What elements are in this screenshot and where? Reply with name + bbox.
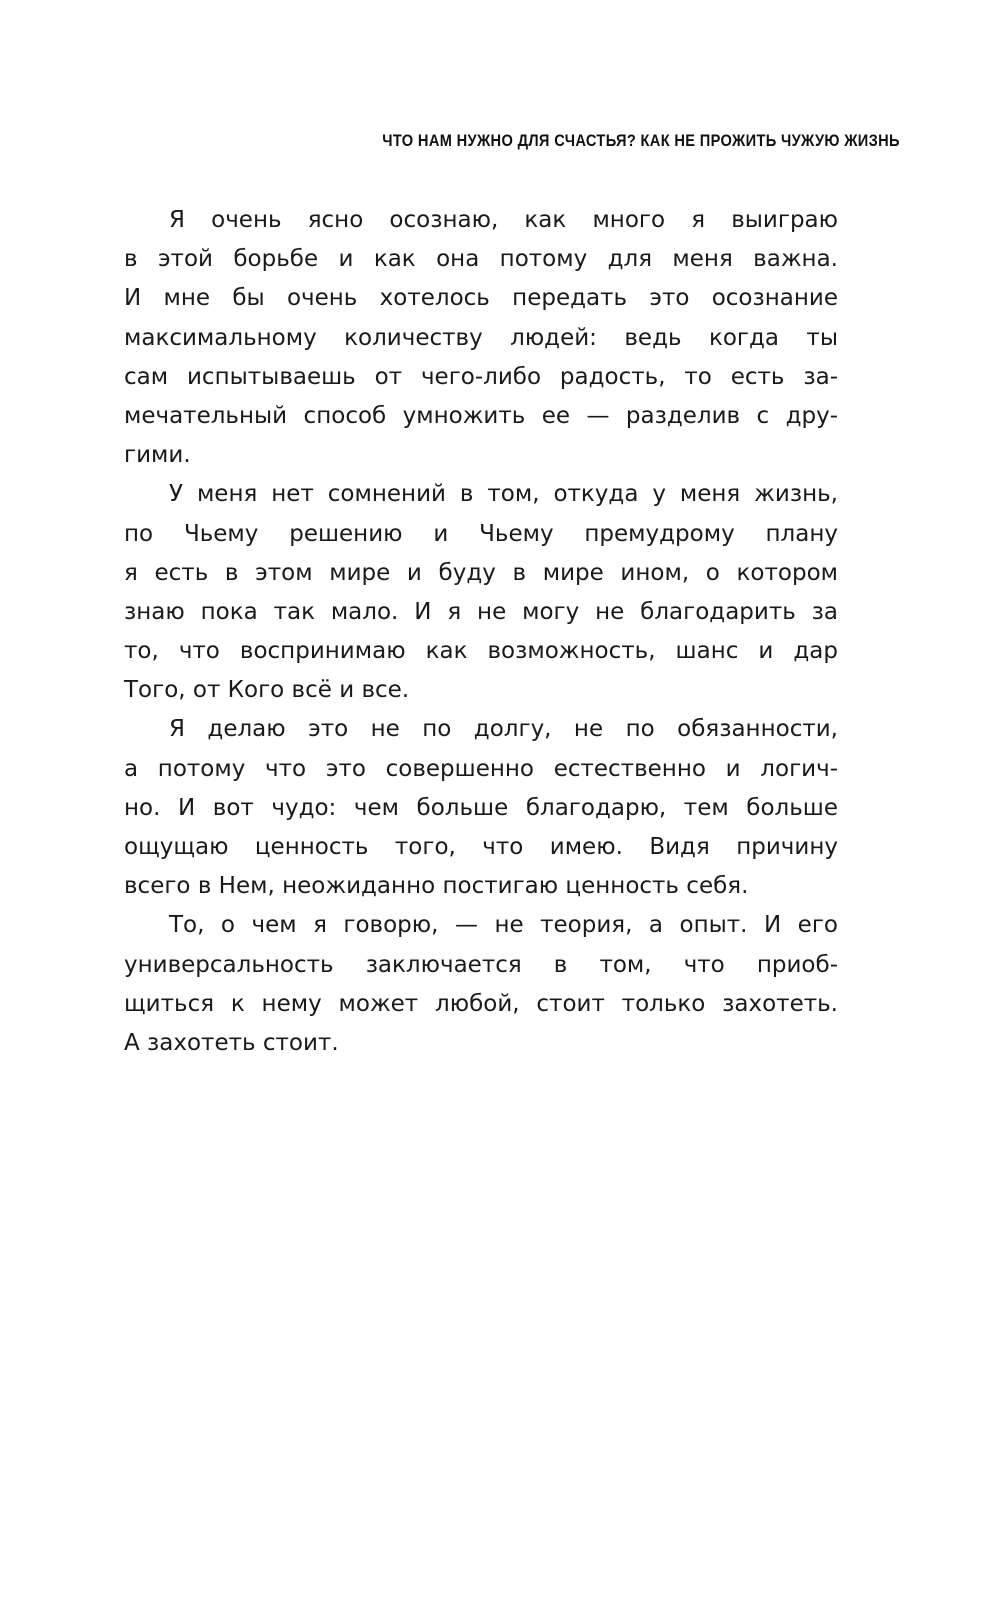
- paragraph-2: [124, 475, 838, 710]
- text-line: ощущаю ценность того, что имею. Видя причину: [124, 834, 838, 860]
- text-line: знаю пока так мало. И я не могу не благодарить за: [124, 598, 838, 625]
- text-line: мечательный способ умножить ее — разделив с дру-: [124, 402, 838, 429]
- text-line: То, о чем я говорю, — не теория, а опыт. И его: [169, 912, 838, 939]
- paragraph-4: [124, 906, 838, 1063]
- text-line: всего в Нем, неожиданно постигаю ценность себя.: [124, 873, 749, 900]
- text-line: сам испытываешь от чего-либо радость, то есть за-: [124, 363, 838, 390]
- text-line: гими.: [124, 442, 191, 469]
- text-line: Того, от Кого всё и все.: [124, 677, 410, 704]
- text-line: универсальность заключается в том, что приоб-: [124, 951, 838, 978]
- text-line: по Чьему решению и Чьему премудрому плану: [124, 520, 838, 547]
- running-header: ЧТО НАМ НУЖНО ДЛЯ СЧАСТЬЯ? КАК НЕ ПРОЖИТЬ ЧУЖУЮ ЖИЗНЬ: [382, 131, 900, 150]
- text-line: в этой борьбе и как она потому для меня важна.: [124, 246, 838, 273]
- text-line: Я очень ясно осознаю, как много я выиграю: [169, 207, 838, 233]
- paragraph-1: [124, 201, 838, 475]
- paragraph-3: [124, 710, 838, 906]
- text-line: максимальному количеству людей: ведь когда ты: [124, 324, 838, 351]
- text-line: но. И вот чудо: чем больше благодарю, тем больше: [124, 794, 838, 821]
- text-line: У меня нет сомнений в том, откуда у меня жизнь,: [169, 481, 838, 508]
- text-line: Я делаю это не по долгу, не по обязанности,: [169, 716, 838, 743]
- text-line: И мне бы очень хотелось передать это осознание: [124, 285, 838, 312]
- text-line: щиться к нему может любой, стоит только захотеть.: [124, 990, 838, 1017]
- text-line: А захотеть стоит.: [124, 1029, 339, 1056]
- text-line: то, что воспринимаю как возможность, шанс и дар: [124, 638, 838, 665]
- text-line: я есть в этом мире и буду в мире ином, о котором: [124, 559, 838, 586]
- body-text: [124, 201, 838, 1063]
- text-line: а потому что это совершенно естественно и логич-: [124, 755, 838, 782]
